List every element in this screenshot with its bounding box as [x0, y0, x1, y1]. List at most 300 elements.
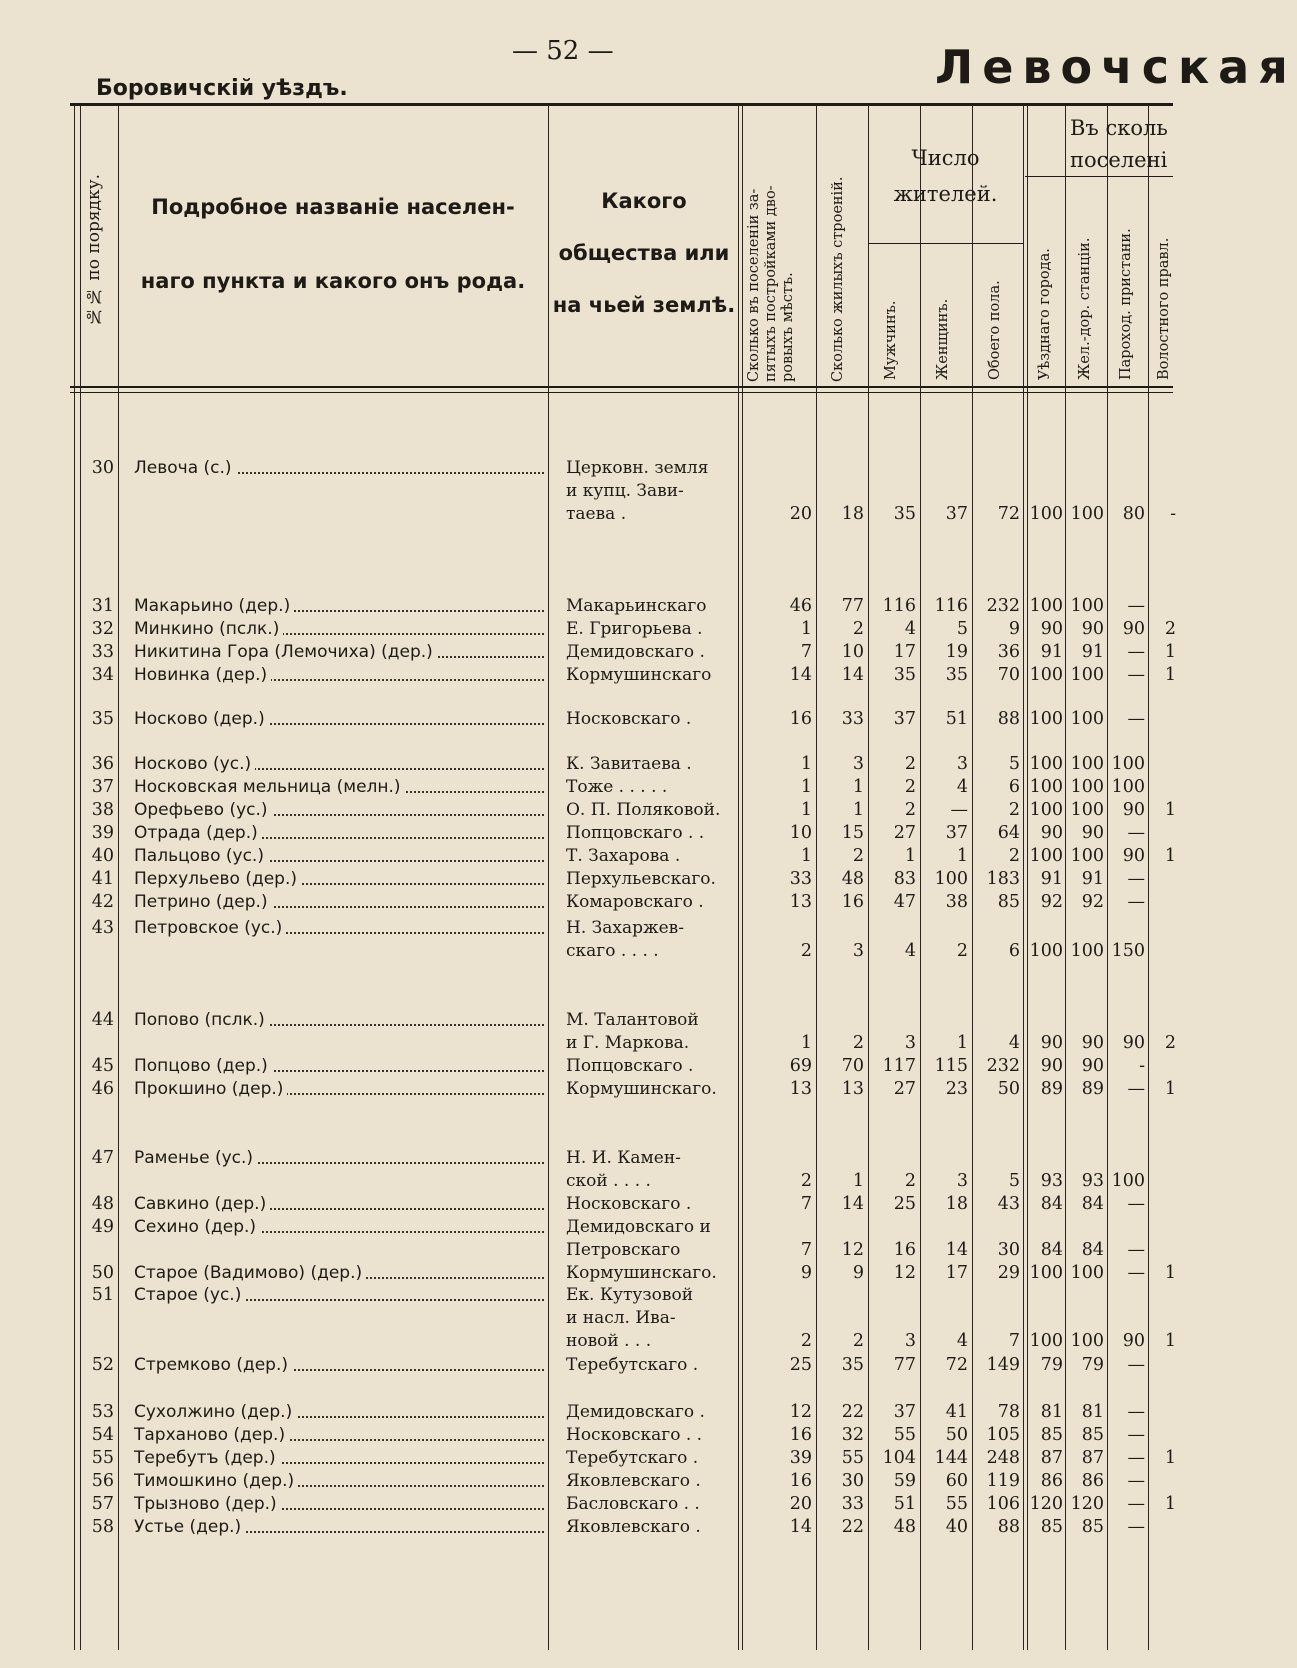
row-c4: 1 [1164, 1079, 1176, 1099]
header-name [122, 185, 544, 303]
row-society: Кормушинскаго. [566, 1079, 717, 1099]
row-c3: 80 [1122, 504, 1145, 524]
row-w: 40 [945, 1517, 968, 1537]
row-hw: 9 [800, 1263, 812, 1283]
row-name-text: Старое (ус.) [134, 1285, 245, 1305]
row-w: 4 [956, 777, 968, 797]
row-t: 85 [997, 892, 1020, 912]
row-name-text: Тимошкино (дер.) [134, 1471, 298, 1491]
row-t: 72 [997, 504, 1020, 524]
row-t: 64 [997, 823, 1020, 843]
row-society: К. Завитаева . [566, 754, 692, 774]
row-society: ской . . . . [566, 1171, 651, 1191]
row-c1: 90 [1040, 619, 1063, 639]
row-c3: — [1127, 596, 1145, 616]
row-name-text: Трызново (дер.) [134, 1494, 281, 1514]
row-society: Носковскаго . . [566, 1425, 703, 1445]
row-number: 39 [91, 823, 114, 843]
row-hw: 10 [789, 823, 812, 843]
row-name [134, 1147, 544, 1169]
row-c3: — [1127, 869, 1145, 889]
row-name-text: Левоча (с.) [134, 458, 236, 478]
row-number: 38 [91, 800, 114, 820]
row-number: 34 [91, 665, 114, 685]
row-name [134, 799, 544, 821]
row-name [134, 595, 544, 617]
row-t: 30 [997, 1240, 1020, 1260]
row-name [134, 1516, 544, 1538]
row-m: 25 [893, 1194, 916, 1214]
row-w: 19 [945, 642, 968, 662]
row-c3: 90 [1122, 1331, 1145, 1351]
row-society: Попцовскаго . [566, 1056, 694, 1076]
row-name-text: Попово (пслк.) [134, 1010, 269, 1030]
row-t: 183 [986, 869, 1020, 889]
row-society: Н. Захаржев- [566, 918, 684, 938]
row-c1: 91 [1040, 869, 1063, 889]
row-t: 2 [1008, 800, 1020, 820]
row-name [134, 457, 544, 479]
row-w: — [950, 800, 968, 820]
row-t: 9 [1008, 619, 1020, 639]
row-hw: 14 [789, 665, 812, 685]
row-m: 4 [904, 619, 916, 639]
row-c4: 1 [1164, 1263, 1176, 1283]
row-m: 83 [893, 869, 916, 889]
row-name-text: Теребутъ (дер.) [134, 1448, 280, 1468]
row-name [134, 1216, 544, 1238]
row-w: 38 [945, 892, 968, 912]
row-bl: 3 [852, 941, 864, 961]
row-name [134, 1470, 544, 1492]
row-c2: 100 [1070, 846, 1104, 866]
row-society: Демидовскаго . [566, 1402, 705, 1422]
row-m: 55 [893, 1425, 916, 1445]
row-t: 6 [1008, 777, 1020, 797]
header-buildings: Сколько жилыхъ строеній. [830, 176, 846, 382]
row-bl: 77 [841, 596, 864, 616]
row-c1: 89 [1040, 1079, 1063, 1099]
row-w: 23 [945, 1079, 968, 1099]
row-c2: 100 [1070, 1263, 1104, 1283]
row-bl: 14 [841, 1194, 864, 1214]
row-c3: — [1127, 823, 1145, 843]
row-w: 35 [945, 665, 968, 685]
row-bl: 16 [841, 892, 864, 912]
row-society: таева . [566, 504, 627, 524]
row-c3: — [1127, 1425, 1145, 1445]
row-hw: 2 [800, 1171, 812, 1191]
row-hw: 1 [800, 777, 812, 797]
row-m: 2 [904, 1171, 916, 1191]
row-c1: 84 [1040, 1240, 1063, 1260]
row-c2: 90 [1081, 619, 1104, 639]
row-hw: 12 [789, 1402, 812, 1422]
row-bl: 55 [841, 1448, 864, 1468]
row-bl: 70 [841, 1056, 864, 1076]
row-name-text: Носковская мельница (мелн.) [134, 777, 405, 797]
row-number: 41 [91, 869, 114, 889]
row-w: 37 [945, 823, 968, 843]
row-name-text: Стремково (дер.) [134, 1355, 292, 1375]
col-line [548, 105, 549, 1650]
row-society: Ек. Кутузовой [566, 1285, 694, 1305]
row-bl: 1 [852, 1171, 864, 1191]
row-c2: 100 [1070, 596, 1104, 616]
row-bl: 32 [841, 1425, 864, 1445]
row-society: Н. И. Камен- [566, 1148, 681, 1168]
row-number: 30 [91, 458, 114, 478]
row-t: 6 [1008, 941, 1020, 961]
row-c4: 1 [1164, 1331, 1176, 1351]
row-name-text: Никитина Гора (Лемочиха) (дер.) [134, 642, 437, 662]
header-homesteads-line: ровыхъ мѣстъ. [780, 272, 796, 382]
row-c1: 84 [1040, 1194, 1063, 1214]
row-c1: 85 [1040, 1517, 1063, 1537]
row-c2: 87 [1081, 1448, 1104, 1468]
row-w: 14 [945, 1240, 968, 1260]
row-society: Петровскаго [566, 1240, 681, 1260]
row-c2: 86 [1081, 1471, 1104, 1491]
row-c1: 90 [1040, 1033, 1063, 1053]
row-name-text: Сехино (дер.) [134, 1217, 260, 1237]
row-m: 27 [893, 1079, 916, 1099]
row-c2: 90 [1081, 823, 1104, 843]
header-dist-pier: Пароход. пристани. [1118, 228, 1134, 380]
row-w: 4 [956, 1331, 968, 1351]
row-m: 1 [904, 846, 916, 866]
row-number: 53 [91, 1402, 114, 1422]
row-number: 49 [91, 1217, 114, 1237]
header-num: №№ по порядку. [84, 173, 104, 327]
row-number: 45 [91, 1056, 114, 1076]
row-m: 17 [893, 642, 916, 662]
col-line [868, 105, 869, 1650]
row-hw: 13 [789, 1079, 812, 1099]
row-bl: 33 [841, 709, 864, 729]
row-c3: 90 [1122, 1033, 1145, 1053]
row-c2: 85 [1081, 1425, 1104, 1445]
row-t: 36 [997, 642, 1020, 662]
row-society: новой . . . [566, 1331, 652, 1351]
row-c1: 87 [1040, 1448, 1063, 1468]
header-name-line2: наго пункта и какого онъ рода. [140, 269, 526, 293]
row-name [134, 1354, 544, 1376]
row-society: Яковлевскаго . [566, 1517, 701, 1537]
row-c3: - [1139, 1056, 1145, 1076]
row-name [134, 1078, 544, 1100]
row-c1: 100 [1029, 754, 1063, 774]
row-society: Демидовскаго и [566, 1217, 711, 1237]
row-name-text: Отрада (дер.) [134, 823, 262, 843]
row-c4: 2 [1164, 1033, 1176, 1053]
row-hw: 1 [800, 1033, 812, 1053]
row-t: 149 [986, 1355, 1020, 1375]
row-hw: 13 [789, 892, 812, 912]
row-name [134, 891, 544, 913]
row-name-text: Сухолжино (дер.) [134, 1402, 296, 1422]
header-bottom-rule [70, 386, 1173, 388]
row-hw: 14 [789, 1517, 812, 1537]
row-name [134, 822, 544, 844]
row-c4: 1 [1164, 1448, 1176, 1468]
row-bl: 22 [841, 1402, 864, 1422]
row-bl: 1 [852, 800, 864, 820]
row-c3: — [1127, 1471, 1145, 1491]
row-society: Тоже . . . . . [566, 777, 668, 797]
row-bl: 2 [852, 1033, 864, 1053]
row-name-text: Раменье (ус.) [134, 1148, 257, 1168]
row-number: 51 [91, 1285, 114, 1305]
row-c1: 93 [1040, 1171, 1063, 1191]
row-c3: — [1127, 1079, 1145, 1099]
row-w: 17 [945, 1263, 968, 1283]
row-number: 56 [91, 1471, 114, 1491]
row-m: 77 [893, 1355, 916, 1375]
row-w: 116 [934, 596, 968, 616]
row-name-text: Старое (Вадимово) (дер.) [134, 1263, 366, 1283]
row-c2: 100 [1070, 504, 1104, 524]
row-bl: 30 [841, 1471, 864, 1491]
row-t: 7 [1008, 1331, 1020, 1351]
row-hw: 46 [789, 596, 812, 616]
row-name [134, 1284, 544, 1306]
row-hw: 39 [789, 1448, 812, 1468]
header-distance [1070, 112, 1180, 176]
header-residents-line2: жителей. [893, 182, 998, 206]
row-c1: 92 [1040, 892, 1063, 912]
row-society: скаго . . . . [566, 941, 659, 961]
row-bl: 35 [841, 1355, 864, 1375]
row-hw: 1 [800, 800, 812, 820]
row-c2: 92 [1081, 892, 1104, 912]
row-t: 78 [997, 1402, 1020, 1422]
row-w: 3 [956, 754, 968, 774]
col-line [972, 105, 973, 1650]
row-name [134, 1447, 544, 1469]
row-t: 5 [1008, 1171, 1020, 1191]
row-c2: 100 [1070, 665, 1104, 685]
row-c4: - [1170, 504, 1176, 524]
row-society: О. П. Поляковой. [566, 800, 721, 820]
row-m: 116 [882, 596, 916, 616]
row-name-text: Савкино (дер.) [134, 1194, 270, 1214]
row-w: 51 [945, 709, 968, 729]
row-number: 52 [91, 1355, 114, 1375]
row-w: 60 [945, 1471, 968, 1491]
row-c3: 100 [1111, 777, 1145, 797]
row-w: 2 [956, 941, 968, 961]
row-name [134, 1493, 544, 1515]
row-bl: 15 [841, 823, 864, 843]
row-c2: 91 [1081, 869, 1104, 889]
row-c3: 90 [1122, 619, 1145, 639]
row-name [134, 753, 544, 775]
row-number: 57 [91, 1494, 114, 1514]
row-c3: — [1127, 642, 1145, 662]
row-m: 2 [904, 754, 916, 774]
row-c2: 84 [1081, 1240, 1104, 1260]
row-number: 46 [91, 1079, 114, 1099]
row-society: Носковскаго . [566, 709, 692, 729]
header-residents [868, 140, 1023, 212]
row-hw: 1 [800, 754, 812, 774]
row-c3: — [1127, 709, 1145, 729]
row-c2: 100 [1070, 941, 1104, 961]
row-bl: 1 [852, 777, 864, 797]
row-w: 1 [956, 846, 968, 866]
row-name-text: Петрино (дер.) [134, 892, 272, 912]
header-name-line1: Подробное названіе населен- [151, 195, 515, 219]
row-hw: 2 [800, 1331, 812, 1351]
row-t: 50 [997, 1079, 1020, 1099]
row-hw: 20 [789, 504, 812, 524]
row-w: 55 [945, 1494, 968, 1514]
col-line [816, 105, 817, 1650]
row-number: 55 [91, 1448, 114, 1468]
row-c3: — [1127, 1448, 1145, 1468]
row-c3: 150 [1111, 941, 1145, 961]
row-t: 70 [997, 665, 1020, 685]
row-w: 72 [945, 1355, 968, 1375]
row-c2: 85 [1081, 1517, 1104, 1537]
row-name [134, 1193, 544, 1215]
row-bl: 2 [852, 846, 864, 866]
row-society: Басловскаго . . [566, 1494, 700, 1514]
row-t: 29 [997, 1263, 1020, 1283]
row-hw: 16 [789, 1471, 812, 1491]
row-name-text: Пальцово (ус.) [134, 846, 268, 866]
row-w: 1 [956, 1033, 968, 1053]
row-c3: — [1127, 892, 1145, 912]
row-name [134, 776, 544, 798]
row-c2: 91 [1081, 642, 1104, 662]
row-number: 47 [91, 1148, 114, 1168]
row-name-text: Новинка (дер.) [134, 665, 271, 685]
row-bl: 33 [841, 1494, 864, 1514]
row-c1: 100 [1029, 941, 1063, 961]
row-c3: — [1127, 1355, 1145, 1375]
row-name-text: Носково (ус.) [134, 754, 255, 774]
row-c4: 1 [1164, 665, 1176, 685]
row-society: Теребутскаго . [566, 1355, 699, 1375]
row-c1: 79 [1040, 1355, 1063, 1375]
row-hw: 7 [800, 642, 812, 662]
header-distance-line2: поселені [1070, 148, 1168, 172]
row-w: 5 [956, 619, 968, 639]
row-w: 41 [945, 1402, 968, 1422]
row-c2: 89 [1081, 1079, 1104, 1099]
row-c1: 81 [1040, 1402, 1063, 1422]
row-w: 37 [945, 504, 968, 524]
col-line [1065, 105, 1066, 1650]
row-t: 232 [986, 596, 1020, 616]
row-w: 18 [945, 1194, 968, 1214]
row-c1: 120 [1029, 1494, 1063, 1514]
row-c3: 100 [1111, 1171, 1145, 1191]
row-m: 16 [893, 1240, 916, 1260]
header-dist-rail: Жел.-дор. станціи. [1077, 237, 1093, 380]
row-name-text: Тарханово (дер.) [134, 1425, 289, 1445]
row-number: 36 [91, 754, 114, 774]
row-c2: 84 [1081, 1194, 1104, 1214]
row-name-text: Петровское (ус.) [134, 918, 286, 938]
row-number: 33 [91, 642, 114, 662]
row-hw: 16 [789, 1425, 812, 1445]
region-title: Левочская [935, 40, 1297, 94]
district-title: Боровичскій уѣздъ. [96, 76, 348, 101]
row-m: 3 [904, 1033, 916, 1053]
row-name [134, 845, 544, 867]
row-society: Носковскаго . [566, 1194, 692, 1214]
row-c4: 2 [1164, 619, 1176, 639]
row-society: Яковлевскаго . [566, 1471, 701, 1491]
row-bl: 2 [852, 1331, 864, 1351]
row-name [134, 1401, 544, 1423]
row-c2: 79 [1081, 1355, 1104, 1375]
row-m: 47 [893, 892, 916, 912]
col-line [118, 105, 119, 1650]
row-m: 2 [904, 777, 916, 797]
header-dist-volost: Волостного правл. [1156, 237, 1172, 380]
row-m: 37 [893, 709, 916, 729]
row-name [134, 664, 544, 686]
row-name [134, 708, 544, 730]
row-name-text: Перхульево (дер.) [134, 869, 301, 889]
row-c3: — [1127, 1517, 1145, 1537]
row-c2: 93 [1081, 1171, 1104, 1191]
row-c1: 86 [1040, 1471, 1063, 1491]
row-society: Кормушинскаго. [566, 1263, 717, 1283]
header-society-line3: на чьей землѣ. [552, 293, 736, 317]
row-c1: 100 [1029, 1263, 1063, 1283]
row-t: 43 [997, 1194, 1020, 1214]
row-number: 35 [91, 709, 114, 729]
row-name-text: Носково (дер.) [134, 709, 269, 729]
row-c1: 100 [1029, 846, 1063, 866]
row-number: 42 [91, 892, 114, 912]
row-society: М. Талантовой [566, 1010, 699, 1030]
row-c1: 100 [1029, 800, 1063, 820]
row-name [134, 641, 544, 663]
row-bl: 3 [852, 754, 864, 774]
row-number: 44 [91, 1010, 114, 1030]
col-line [1027, 105, 1028, 1650]
row-c3: — [1127, 1240, 1145, 1260]
row-name-text: Минкино (пслк.) [134, 619, 283, 639]
row-name [134, 618, 544, 640]
row-bl: 9 [852, 1263, 864, 1283]
row-number: 31 [91, 596, 114, 616]
row-c2: 81 [1081, 1402, 1104, 1422]
row-society: Комаровскаго . [566, 892, 704, 912]
row-t: 2 [1008, 846, 1020, 866]
row-society: и купц. Зави- [566, 481, 684, 501]
row-number: 50 [91, 1263, 114, 1283]
row-m: 3 [904, 1331, 916, 1351]
row-name-text: Прокшино (дер.) [134, 1079, 287, 1099]
col-line [920, 105, 921, 1650]
row-hw: 33 [789, 869, 812, 889]
row-name-text: Устье (дер.) [134, 1517, 245, 1537]
row-name [134, 1424, 544, 1446]
row-hw: 2 [800, 941, 812, 961]
row-c3: — [1127, 1194, 1145, 1214]
row-name [134, 917, 544, 939]
row-bl: 14 [841, 665, 864, 685]
header-homesteads-line: Сколько въ поселеніи за- [746, 188, 762, 382]
row-bl: 13 [841, 1079, 864, 1099]
